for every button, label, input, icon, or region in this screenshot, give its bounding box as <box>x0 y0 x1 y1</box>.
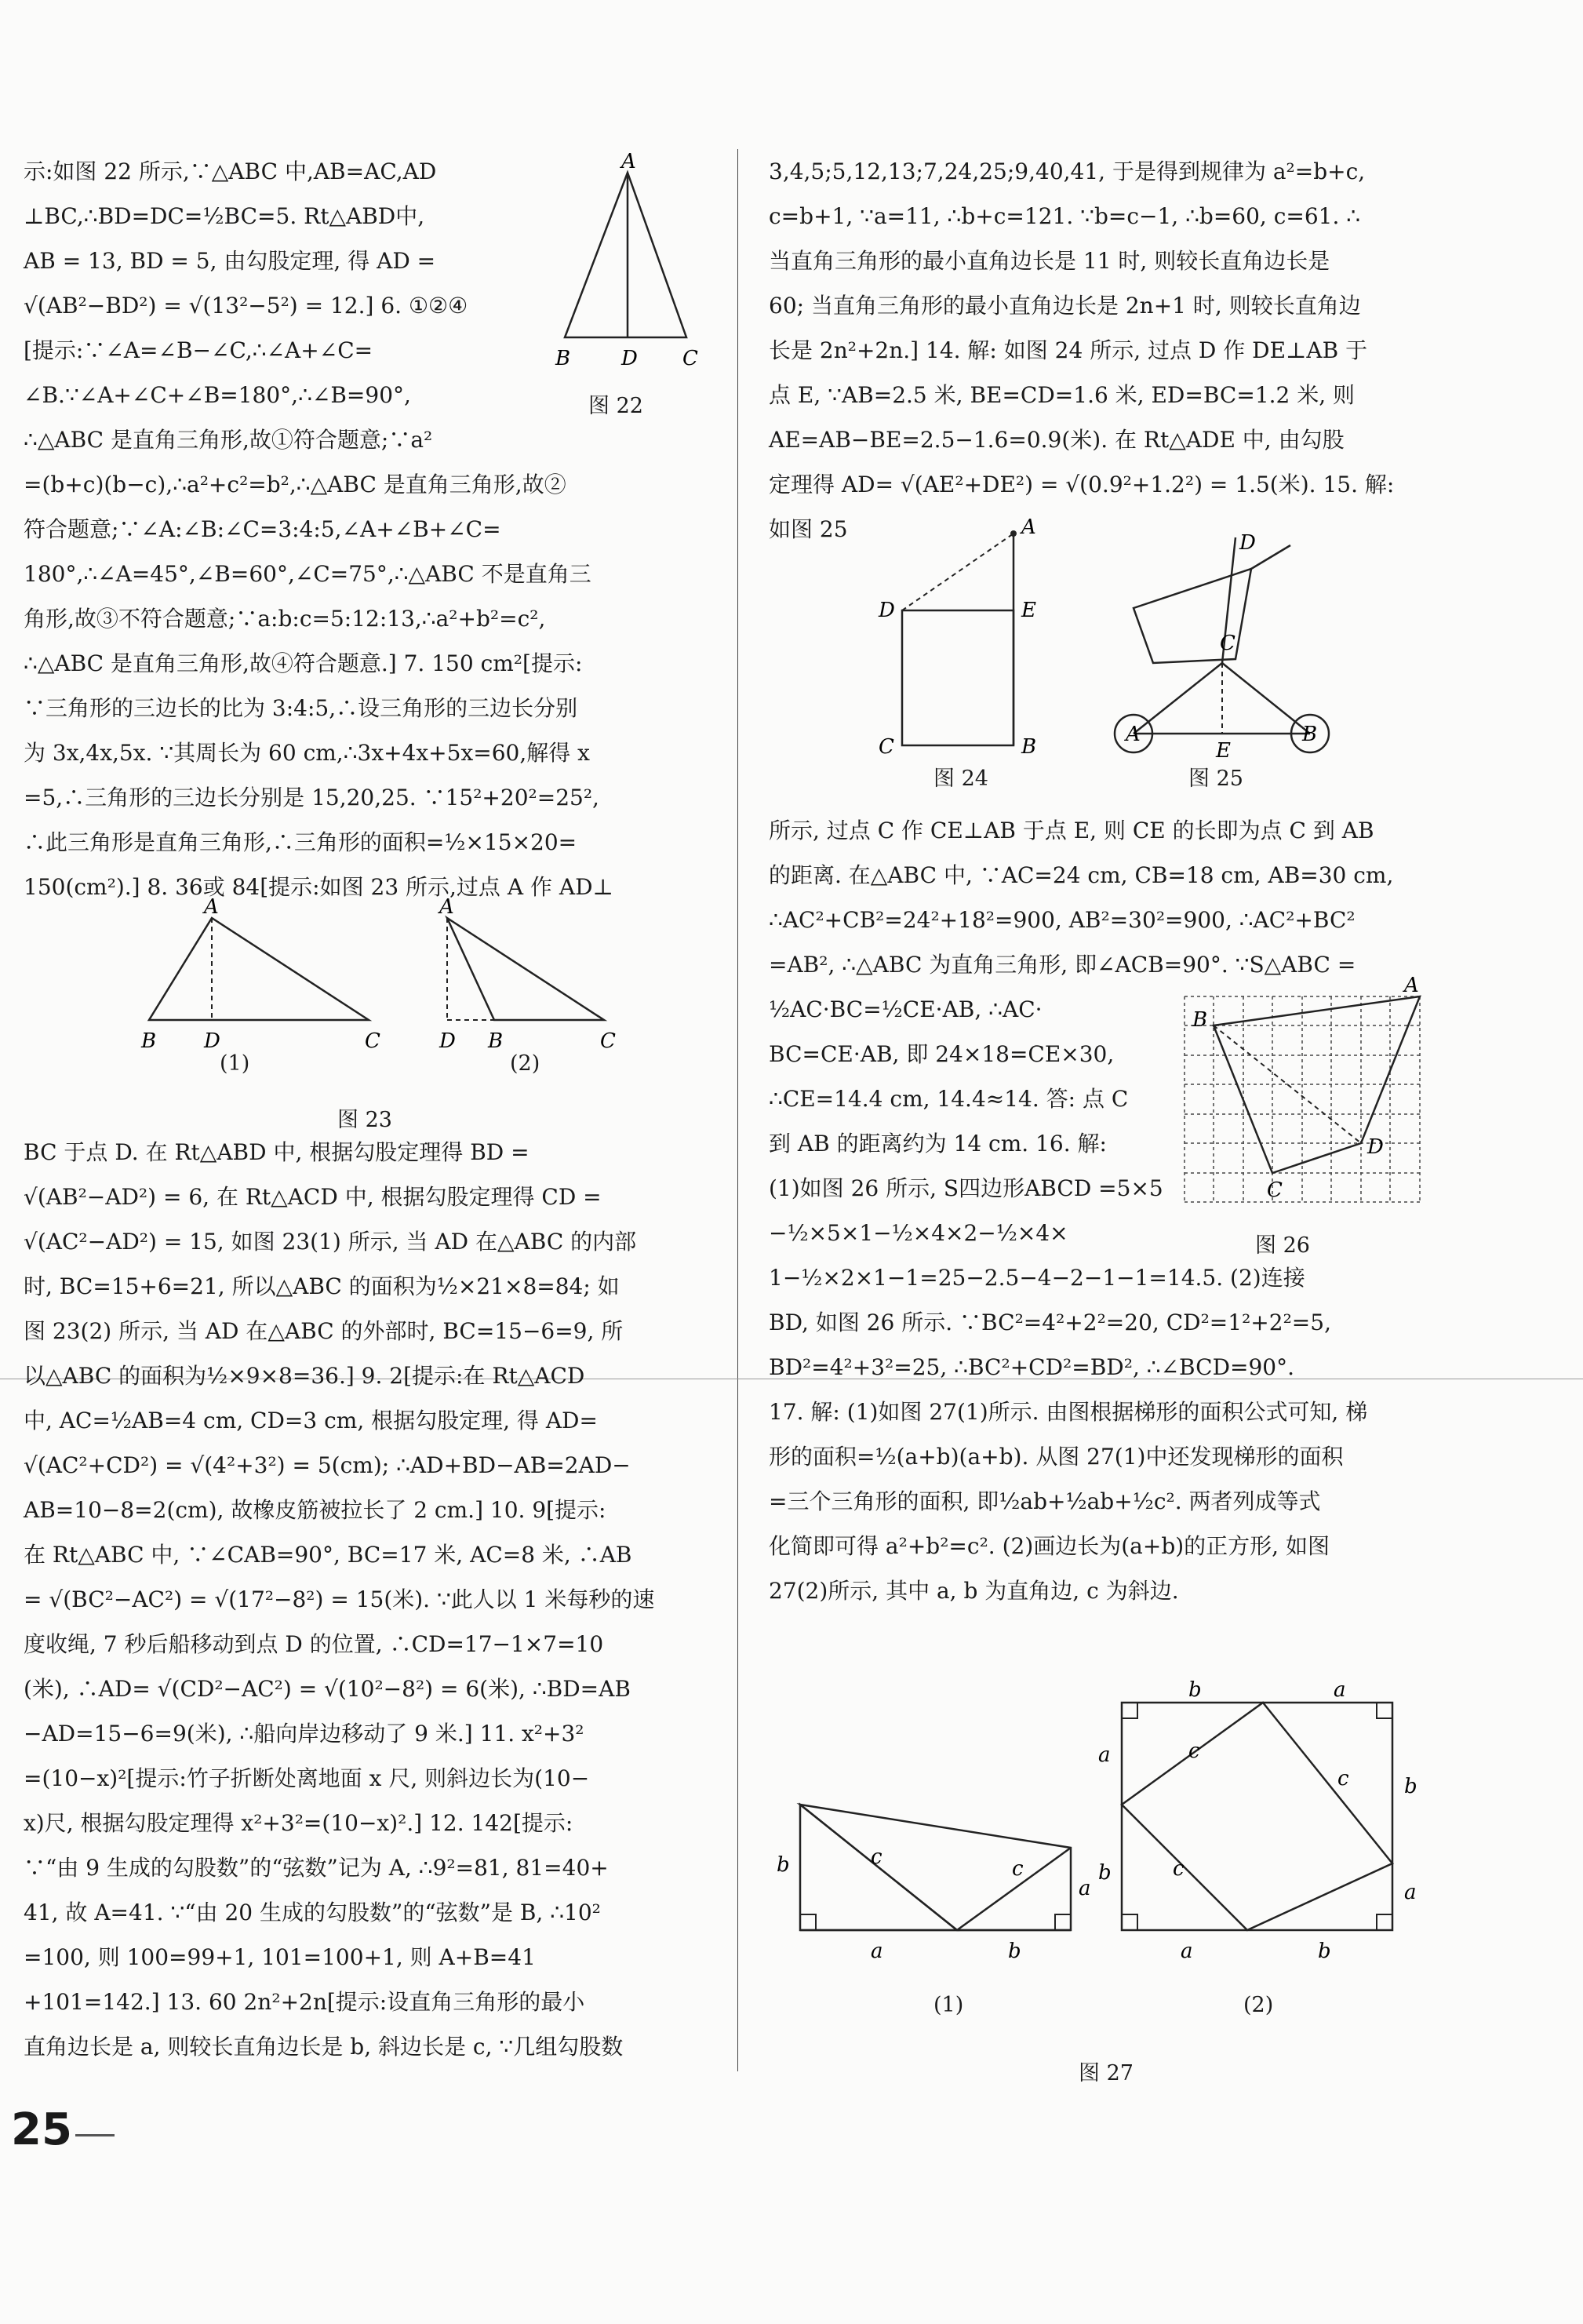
text-line: 180°,∴∠A=45°,∠B=60°,∠C=75°,∴△ABC 不是直角三 <box>24 561 591 587</box>
text-line: √(AC²+CD²) = √(4²+3²) = 5(cm); ∴AD+BD−AB=2AD− <box>24 1452 631 1478</box>
fig23-sub2: (2) <box>510 1051 540 1076</box>
fig23-1-label-a: A <box>204 895 219 919</box>
text-line: ∴此三角形是直角三角形,∴三角形的面积=½×15×20= <box>24 829 577 855</box>
fig27-1-label-c2: c <box>1012 1857 1024 1881</box>
figure-25 <box>1098 518 1349 800</box>
fig27-2-label-a-top: a <box>1334 1678 1346 1702</box>
text-line: −AD=15−6=9(米), ∴船向岸边移动了 9 米.] 11. x²+3² <box>24 1721 584 1747</box>
text-line: 如图 25 <box>769 516 848 542</box>
text-line: √(AB²−AD²) = 6, 在 Rt△ACD 中, 根据勾股定理得 CD = <box>24 1184 602 1210</box>
text-line: =100, 则 100=99+1, 101=100+1, 则 A+B=41 <box>24 1944 536 1970</box>
page-number-dash <box>75 2134 115 2136</box>
text-line: 27(2)所示, 其中 a, b 为直角边, c 为斜边. <box>769 1578 1179 1604</box>
text-line: 在 Rt△ABC 中, ∵∠CAB=90°, BC=17 米, AC=8 米, ∴AB <box>24 1542 632 1568</box>
text-line: 直角边长是 a, 则较长直角边长是 b, 斜边长是 c, ∵几组勾股数 <box>24 2034 624 2060</box>
text-line: 中, AC=½AB=4 cm, CD=3 cm, 根据勾股定理, 得 AD= <box>24 1408 598 1433</box>
text-line: 长是 2n²+2n.] 14. 解: 如图 24 所示, 过点 D 作 DE⊥AB 于 <box>769 337 1368 363</box>
fig26-label-d: D <box>1367 1135 1384 1159</box>
fig25-label-a: A <box>1126 723 1141 746</box>
fig27-2-label-b-left: b <box>1098 1861 1112 1885</box>
fig27-1-label-b-bottom: b <box>1008 1940 1021 1963</box>
text-line: 定理得 AD= √(AE²+DE²) = √(0.9²+1.2²) = 1.5(米). 15. 解: <box>769 472 1395 497</box>
fig27-2-label-b-right: b <box>1404 1775 1417 1798</box>
fig22-label-d: D <box>621 347 638 370</box>
fig27-2-label-c-left: c <box>1173 1857 1185 1881</box>
fig25-label-e: E <box>1216 739 1231 763</box>
text-line: = √(BC²−AC²) = √(17²−8²) = 15(米). ∵此人以 1 米每秒的速 <box>24 1586 655 1612</box>
figure-26 <box>1177 974 1436 1263</box>
fig27-sub2: (2) <box>1243 1993 1274 2017</box>
fig24-label-d: D <box>879 599 895 622</box>
fig25-label-b: B <box>1302 723 1318 746</box>
text-line: 时, BC=15+6=21, 所以△ABC 的面积为½×21×8=84; 如 <box>24 1273 620 1299</box>
text-line: (米), ∴AD= √(CD²−AC²) = √(10²−8²) = 6(米), ∴BD=AB <box>24 1676 631 1702</box>
text-line: 为 3x,4x,5x. ∵其周长为 60 cm,∴3x+4x+5x=60,解得 x <box>24 740 590 766</box>
fig27-2-label-c-top: c <box>1188 1739 1200 1763</box>
text-line: 150(cm²).] 8. 36或 84[提示:如图 23 所示,过点 A 作 AD⊥ <box>24 874 613 900</box>
figure-22 <box>549 150 706 424</box>
fig27-2-label-b-top: b <box>1188 1678 1202 1702</box>
text-line: √(AB²−BD²) = √(13²−5²) = 12.] 6. ①②④ <box>24 293 468 319</box>
text-line: BC 于点 D. 在 Rt△ABD 中, 根据勾股定理得 BD = <box>24 1139 529 1165</box>
column-divider <box>737 149 738 2071</box>
fig26-label-b: B <box>1192 1008 1208 1032</box>
text-line: ½AC·BC=½CE·AB, ∴AC· <box>769 996 1043 1022</box>
fig23-2-label-d: D <box>439 1029 456 1053</box>
text-line: 3,4,5;5,12,13;7,24,25;9,40,41, 于是得到规律为 a²=b+c, <box>769 158 1366 184</box>
text-line: 度收绳, 7 秒后船移动到点 D 的位置, ∴CD=17−1×7=10 <box>24 1631 604 1657</box>
fig27-1-label-c1: c <box>871 1845 882 1869</box>
fig27-caption: 图 27 <box>1079 2061 1134 2085</box>
text-line: =AB², ∴△ABC 为直角三角形, 即∠ACB=90°. ∵S△ABC = <box>769 952 1356 978</box>
fig22-label-b: B <box>555 347 571 370</box>
fig24-label-c: C <box>879 735 894 759</box>
text-line: ∴△ABC 是直角三角形,故①符合题意;∵a² <box>24 427 433 453</box>
text-line: BD, 如图 26 所示. ∵BC²=4²+2²=20, CD²=1²+2²=5, <box>769 1310 1331 1335</box>
fig24-label-a: A <box>1021 515 1036 539</box>
fig22-label-c: C <box>682 347 698 370</box>
text-line: x)尺, 根据勾股定理得 x²+3²=(10−x)².] 12. 142[提示: <box>24 1810 573 1836</box>
text-line: 符合题意;∵∠A:∠B:∠C=3:4:5,∠A+∠B+∠C= <box>24 516 501 542</box>
figure-24 <box>871 515 1059 800</box>
text-line: AB=10−8=2(cm), 故橡皮筋被拉长了 2 cm.] 10. 9[提示: <box>24 1497 606 1523</box>
text-line: 点 E, ∵AB=2.5 米, BE=CD=1.6 米, ED=BC=1.2 米, 则 <box>769 382 1356 408</box>
text-line: BD²=4²+3²=25, ∴BC²+CD²=BD², ∴∠BCD=90°. <box>769 1354 1295 1380</box>
text-line: ∵“由 9 生成的勾股数”的“弦数”记为 A, ∴9²=81, 81=40+ <box>24 1855 609 1881</box>
fig26-label-a: A <box>1404 974 1419 997</box>
page-number: 25 <box>11 2104 72 2155</box>
text-line: 角形,故③不符合题意;∵a:b:c=5:12:13,∴a²+b²=c², <box>24 606 546 632</box>
text-line: 形的面积=½(a+b)(a+b). 从图 27(1)中还发现梯形的面积 <box>769 1444 1344 1470</box>
fig26-label-c: C <box>1267 1178 1283 1202</box>
figure-23 <box>126 895 635 1138</box>
text-line: √(AC²−AD²) = 15, 如图 23(1) 所示, 当 AD 在△ABC 的内部 <box>24 1229 637 1255</box>
fig25-label-c: C <box>1220 632 1235 655</box>
text-line: 41, 故 A=41. ∵“由 20 生成的勾股数”的“弦数”是 B, ∴10² <box>24 1900 601 1925</box>
text-line: 示:如图 22 所示,∵△ABC 中,AB=AC,AD <box>24 158 437 184</box>
fig27-1-label-a-right: a <box>1079 1877 1091 1900</box>
text-line: =(10−x)²[提示:竹子折断处离地面 x 尺, 则斜边长为(10− <box>24 1765 590 1791</box>
fig27-2-label-a-right: a <box>1404 1881 1417 1904</box>
text-line: ∴CE=14.4 cm, 14.4≈14. 答: 点 C <box>769 1086 1129 1112</box>
text-line: ∵三角形的三边长的比为 3:4:5,∴设三角形的三边长分别 <box>24 695 578 721</box>
text-line: AE=AB−BE=2.5−1.6=0.9(米). 在 Rt△ADE 中, 由勾股 <box>769 427 1345 453</box>
fig25-caption: 图 25 <box>1188 767 1243 791</box>
fig23-caption: 图 23 <box>337 1108 392 1132</box>
text-line: (1)如图 26 所示, S四边形ABCD =5×5 <box>769 1175 1163 1201</box>
text-line: 图 23(2) 所示, 当 AD 在△ABC 的外部时, BC=15−6=9, 所 <box>24 1318 624 1344</box>
text-line: BC=CE·AB, 即 24×18=CE×30, <box>769 1041 1115 1067</box>
fig22-label-a: A <box>621 150 636 173</box>
text-line: =5,∴三角形的三边长分别是 15,20,25. ∵15²+20²=25², <box>24 785 599 810</box>
fig24-caption: 图 24 <box>933 767 988 791</box>
fig24-label-b: B <box>1021 735 1037 759</box>
text-line: ∠B.∵∠A+∠C+∠B=180°,∴∠B=90°, <box>24 382 411 408</box>
fig27-1-label-b-left: b <box>777 1853 790 1877</box>
fig23-1-label-c: C <box>365 1029 380 1053</box>
fig27-2-label-a-bottom: a <box>1181 1940 1193 1963</box>
fig23-sub1: (1) <box>220 1051 250 1076</box>
text-line: 当直角三角形的最小直角边长是 11 时, 则较长直角边长是 <box>769 248 1330 274</box>
text-line: 17. 解: (1)如图 27(1)所示. 由图根据梯形的面积公式可知, 梯 <box>769 1399 1368 1425</box>
text-line: +101=142.] 13. 60 2n²+2n[提示:设直角三角形的最小 <box>24 1989 585 2015</box>
text-line: [提示:∵∠A=∠B−∠C,∴∠A+∠C= <box>24 337 373 363</box>
fig27-2-label-a-left: a <box>1098 1743 1111 1767</box>
text-line: ∴AC²+CB²=24²+18²=900, AB²=30²=900, ∴AC²+BC² <box>769 907 1356 933</box>
fig22-caption: 图 22 <box>588 394 643 418</box>
text-line: c=b+1, ∵a=11, ∴b+c=121. ∵b=c−1, ∴b=60, c=61. ∴ <box>769 203 1361 229</box>
fig27-1-label-a-bottom: a <box>871 1940 883 1963</box>
fig23-1-label-b: B <box>141 1029 157 1053</box>
text-line: AB = 13, BD = 5, 由勾股定理, 得 AD = <box>24 248 436 274</box>
fig23-2-label-b: B <box>488 1029 504 1053</box>
fig26-caption: 图 26 <box>1255 1233 1310 1258</box>
fig27-2-label-b-bottom: b <box>1318 1940 1331 1963</box>
text-line: 的距离. 在△ABC 中, ∵AC=24 cm, CB=18 cm, AB=30 cm, <box>769 862 1394 888</box>
fig23-2-label-a: A <box>439 895 454 919</box>
text-line: 化简即可得 a²+b²=c². (2)画边长为(a+b)的正方形, 如图 <box>769 1533 1330 1559</box>
text-line: 到 AB 的距离约为 14 cm. 16. 解: <box>769 1131 1107 1157</box>
text-line: 所示, 过点 C 作 CE⊥AB 于点 E, 则 CE 的长即为点 C 到 AB <box>769 818 1374 843</box>
text-line: ⊥BC,∴BD=DC=½BC=5. Rt△ABD中, <box>24 203 425 229</box>
right-column-text <box>769 149 1506 552</box>
fig23-2-label-c: C <box>600 1029 616 1053</box>
text-line: 60; 当直角三角形的最小直角边长是 2n+1 时, 则较长直角边 <box>769 293 1361 319</box>
text-line: =三个三角形的面积, 即½ab+½ab+½c². 两者列成等式 <box>769 1488 1321 1514</box>
fig27-2-label-c-right: c <box>1337 1767 1349 1790</box>
left-column-text-2 <box>24 1130 706 2069</box>
fig25-label-d: D <box>1239 531 1256 555</box>
text-line: 以△ABC 的面积为½×9×8=36.] 9. 2[提示:在 Rt△ACD <box>24 1363 585 1389</box>
text-line: ∴△ABC 是直角三角形,故④符合题意.] 7. 150 cm²[提示: <box>24 650 583 676</box>
text-line: =(b+c)(b−c),∴a²+c²=b²,∴△ABC 是直角三角形,故② <box>24 472 566 497</box>
fig27-sub1: (1) <box>933 1993 964 2017</box>
figure-27 <box>777 1678 1467 2095</box>
fig24-label-e: E <box>1021 599 1036 622</box>
text-line: −½×5×1−½×4×2−½×4× <box>769 1220 1068 1246</box>
fig23-1-label-d: D <box>204 1029 220 1053</box>
text-line: 1−½×2×1−1=25−2.5−4−2−1−1=14.5. (2)连接 <box>769 1265 1305 1291</box>
